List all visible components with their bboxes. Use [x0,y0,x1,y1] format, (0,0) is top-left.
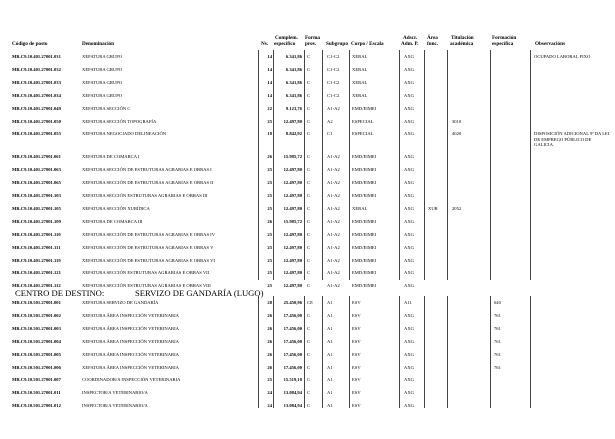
cell-corpo: EMD/EIMEI [352,167,377,173]
cell-sg: A1 [327,390,333,396]
cell-fp: C [307,54,311,59]
cell-adm: AXG [404,244,414,250]
cell-adm: AXG [404,167,414,173]
cell-corpo: ESV [352,300,361,305]
header-titulacion-1: Titulación [451,35,474,41]
cell-nv: 25 [267,205,272,211]
cell-corpo: ESV [352,351,361,357]
cell-code: MR.C9.10.401.27001.031 [12,54,61,59]
cell-sg: A1-A2 [327,205,340,211]
cell-code: MR.C9.10.501.27001.012 [12,403,61,409]
cell-sg: A1-A2 [327,283,340,289]
cell-nv: 26 [267,154,272,160]
cell-adm: AXG [404,218,414,224]
cell-nv: 25 [267,377,272,383]
cell-sg: A1-A2 [327,270,340,276]
cell-area: XUR [428,205,438,211]
cell-corpo: EMD/EIMEI [352,270,377,276]
cell-ce: 12.497,80 [283,257,302,263]
cell-nv: 24 [267,390,272,396]
cell-corpo: ESV [352,377,361,383]
header-subgrupo: Subgrupo [326,41,348,47]
grid-line [273,50,274,280]
cell-code: MR.C9.10.401.27001.050 [12,118,61,124]
cell-nv: 22 [267,105,272,111]
cell-nv: 25 [267,257,272,263]
grid-line [424,50,425,280]
header-denominacion: Denominación [82,41,114,47]
cell-ce: 12.497,80 [283,205,302,211]
cell-sg: A1 [327,338,333,344]
cell-form: 761 [494,325,501,331]
cell-sg: A1-A2 [327,244,340,250]
cell-fp: C [307,218,311,224]
cell-adm: A11 [404,300,412,305]
cell-tit: 3010 [452,118,462,124]
cell-corpo: XERAL [352,79,368,85]
cell-ce: 25.450,96 [283,300,302,305]
table-row [0,390,615,402]
header-nivel: Nv. [261,41,269,47]
header-complemento-2: específico [274,41,296,47]
cell-sg: A1-A2 [327,193,340,198]
cell-ce: 17.456,00 [283,364,302,370]
cell-name: XEFATURA SECCIÓN C [82,105,131,111]
cell-name: XEFATURA SECCIÓN XURÍDICA [82,205,150,211]
table-row [0,67,615,79]
cell-name: XEFATURA SECCIÓN ESTRUTURAS AGRARIAS E OBRAS VII [82,270,210,276]
cell-sg: A1 [327,312,333,318]
cell-nv: 24 [267,403,272,409]
cell-sg: C1-C2 [327,92,340,98]
cell-code: MR.C9.10.501.27001.002 [12,312,61,318]
cell-adm: AXG [404,105,414,111]
cell-adm: AXG [404,92,414,98]
cell-sg: C1 [327,131,333,137]
grid-line [447,50,448,280]
cell-ce: 12.497,80 [283,244,302,250]
grid-line [424,296,425,408]
cell-fp: C [307,180,311,186]
cell-fp: C [307,270,311,276]
cell-fp: C [307,312,311,318]
cell-obs: OCUPADO LABORAL FIXO [534,54,591,59]
header-adscr-1: Adscr. [403,35,418,41]
table-row [0,403,615,415]
table-row [0,377,615,389]
cell-sg: A1-A2 [327,218,340,224]
cell-name: XEFATURA ÁREA INSPECCIÓN VETERINARIA [82,338,179,344]
grid-line [490,50,491,280]
cell-ce: 12.497,80 [283,231,302,237]
cell-ce: 6.341,86 [285,92,302,98]
cell-adm: AXG [404,351,414,357]
cell-corpo: XERAL [352,92,368,98]
cell-name: XEFATURA DE COMARCA III [82,218,143,224]
cell-name: XEFATURA SECCIÓN TOPOGRAFÍA [82,118,157,124]
cell-nv: 25 [267,283,272,289]
cell-code: MR.C9.10.401.27001.034 [12,92,61,98]
cell-fp: C [307,244,311,250]
cell-fp: C [307,118,311,124]
table-row [0,300,615,312]
cell-tit: 2052 [452,205,462,211]
cell-corpo: EMD/EIMEI [352,218,377,224]
cell-sg: C1-C2 [327,79,340,85]
cell-code: MR.C9.10.401.27001.063 [12,167,61,173]
cell-fp: C [307,205,311,211]
cell-code: MR.C9.10.401.27001.033 [12,79,61,85]
cell-fp: C [307,231,311,237]
grid-line [258,296,259,408]
grid-line [258,50,259,280]
grid-line [399,296,400,408]
cell-ce: 9.123,76 [285,105,302,111]
cell-sg: A1-A2 [327,154,340,160]
cell-adm: AXG [404,257,414,263]
cell-sg: A1-A2 [327,167,340,173]
cell-ce: 12.497,80 [283,167,302,173]
cell-ce: 12.497,80 [283,118,302,124]
cell-fp: C [307,257,311,263]
cell-name: XEFATURA ÁREA INSPECCIÓN VETERINARIA [82,351,179,357]
table-row [0,313,615,325]
table-row [0,352,615,364]
cell-adm: AXG [404,364,414,370]
table-row [0,365,615,377]
cell-fp: C [307,131,311,137]
cell-corpo: XERAL [352,205,368,211]
cell-adm: AXG [404,377,414,383]
cell-corpo: ESV [352,312,361,318]
cell-name: XEFATURA SECCIÓN DE ESTRUTURAS AGRARIAS E OBRAS II [82,180,214,186]
cell-code: MR.C9.10.401.27001.065 [12,180,61,186]
cell-adm: AXG [404,180,414,186]
cell-adm: AXG [404,231,414,237]
cell-code: MR.C9.10.501.27001.004 [12,338,61,344]
cell-corpo: EMD/EIMEI [352,283,377,289]
cell-name: XEFATURA GRUPO [82,79,123,85]
cell-name: INSPECTOR/A VETERINARIO/A [82,390,148,396]
cell-code: MR.C9.10.401.27001.055 [12,131,61,137]
cell-ce: 6.341,86 [285,79,302,85]
cell-code: MR.C9.10.401.27001.032 [12,66,61,72]
cell-nv: 26 [267,364,272,370]
table-row [0,206,615,218]
cell-nv: 14 [267,92,272,98]
cell-form: 761 [494,312,501,318]
cell-ce: 6.341,86 [285,54,302,59]
header-corpo: Corpo / Escala [351,41,384,47]
grid-line [490,296,491,408]
cell-name: XEFATURA GRUPO [82,54,123,59]
grid-line [349,50,350,280]
cell-corpo: EMD/EIMEI [352,244,377,250]
cell-sg: A1 [327,300,333,305]
cell-name: XEFATURA ÁREA INSPECCIÓN VETERINARIA [82,325,179,331]
cell-fp: C [307,167,311,173]
cell-adm: AXG [404,390,414,396]
cell-ce: 12.497,80 [283,193,302,198]
cell-ce: 12.497,80 [283,180,302,186]
cell-ce: 6.341,86 [285,66,302,72]
header-observacions: Observacións [535,41,565,47]
cell-adm: AXG [404,283,414,289]
table-row [0,106,615,118]
cell-sg: A1-A2 [327,257,340,263]
header-formacion-1: Formación [492,35,517,41]
cell-code: MR.C9.10.501.27001.005 [12,351,61,357]
table-row [0,167,615,179]
cell-sg: A1-A2 [327,105,340,111]
cell-adm: AXG [404,131,414,137]
cell-corpo: EMD/EIMEI [352,105,377,111]
table-row [0,219,615,231]
cell-form: 640 [494,300,501,305]
cell-adm: AXG [404,79,414,85]
cell-name: XEFATURA SECCIÓN DE ESTRUTURAS AGRARIAS E OBRAS IV [82,231,216,237]
cell-nv: 14 [267,66,272,72]
grid-line [349,296,350,408]
cell-code: MR.C9.10.401.27001.110 [12,231,61,237]
grid-line [530,50,531,280]
cell-corpo: EMD/EIMEI [352,193,377,198]
cell-form: 761 [494,338,501,344]
cell-corpo: ESPECIAL [352,131,374,137]
cell-ce: 13.084,94 [283,390,302,396]
cell-adm: AXG [404,338,414,344]
header-formacion-2: específica [492,41,514,47]
cell-adm: AXG [404,193,414,198]
cell-ce: 15.519,10 [283,377,302,383]
cell-fp: C [307,390,311,396]
cell-adm: AXG [404,325,414,331]
cell-nv: 26 [267,338,272,344]
grid-line [322,50,323,280]
grid-line [304,296,305,408]
cell-code: MR.C9.10.501.27001.001 [12,300,61,305]
table-row [0,93,615,105]
grid-line [530,296,531,408]
cell-tit: 4020 [452,131,462,137]
table-row [0,339,615,351]
cell-corpo: ESPECIAL [352,118,374,124]
cell-corpo: ESV [352,325,361,331]
table-row [0,131,615,147]
cell-ce: 12.497,80 [283,283,302,289]
cell-fp: C [307,325,311,331]
cell-adm: AXG [404,205,414,211]
grid-line [322,296,323,408]
cell-corpo: ESV [352,364,361,370]
header-codigo: Código de posto [12,41,48,47]
cell-name: XEFATURA SECCIÓN DE ESTRUTURAS AGRARIAS E OBRAS VI [82,257,215,263]
cell-nv: 25 [267,180,272,186]
cell-code: MR.C9.10.501.27001.003 [12,325,61,331]
cell-form: 761 [494,364,501,370]
cell-fp: C [307,79,311,85]
table-row [0,326,615,338]
cell-name: XEFATURA SECCIÓN ESTRUTURAS AGRARIAS E OBRAS VIII [82,283,211,289]
cell-nv: 25 [267,193,272,198]
cell-nv: 25 [267,244,272,250]
cell-name: XEFATURA GRUPO [82,92,123,98]
cell-adm: AXG [404,270,414,276]
cell-name: XEFATURA ÁREA INSPECCIÓN VETERINARIA [82,364,179,370]
cell-fp: C [307,351,311,357]
header-forma-1: Forma [305,35,320,41]
cell-corpo: EMD/EIMEI [352,154,377,160]
cell-fp: CE [307,300,313,305]
grid-line [273,296,274,408]
cell-sg: A1-A2 [327,180,340,186]
cell-corpo: ESV [352,403,361,409]
table-row [0,119,615,131]
cell-nv: 26 [267,351,272,357]
cell-name: COORDINADOR/A INSPECCIÓN VETERINARIA [82,377,181,383]
cell-sg: C1-C2 [327,66,340,72]
header-complemento-1: Complem. [275,35,298,41]
cell-code: MR.C9.10.501.27001.011 [12,390,61,396]
cell-nv: 25 [267,270,272,276]
table-row [0,80,615,92]
cell-adm: AXG [404,154,414,160]
cell-ce: 15.985,72 [283,154,302,160]
cell-nv: 26 [267,312,272,318]
cell-ce: 15.985,72 [283,218,302,224]
cell-sg: A1 [327,377,333,383]
cell-sg: A2 [327,118,333,124]
cell-sg: A1 [327,403,333,409]
table-row [0,154,615,166]
cell-corpo: ESV [352,338,361,344]
grid-line [399,50,400,280]
cell-name: XEFATURA DE COMARCA I [82,154,140,160]
cell-code: MR.C9.10.401.27001.121 [12,270,61,276]
table-row [0,245,615,257]
cell-fp: C [307,193,311,198]
cell-code: MR.C9.10.401.27001.119 [12,257,61,263]
header-forma-2: prov. [305,41,317,47]
cell-code: MR.C9.10.501.27001.007 [12,377,61,383]
centro-destino-name: SERVIZO DE GANDARÍA (LUGO) [135,288,264,298]
cell-fp: C [307,377,311,383]
cell-obs: DISPOSICIÓN ADICIONAL 9ª DA LEI DE EMPREGO PÚBLICO DE GALICIA. [534,131,610,147]
cell-adm: AXG [404,403,414,409]
cell-sg: A1 [327,325,333,331]
centro-destino-label: CENTRO DE DESTINO: [15,288,105,298]
cell-code: MR.C9.10.401.27001.109 [12,218,61,224]
cell-name: XEFATURA SERVIZO DE GANDARÍA [82,300,159,305]
cell-ce: 17.456,00 [283,351,302,357]
table-row [0,232,615,244]
cell-name: XEFATURA NEGOCIADO DELINEACIÓN [82,131,167,137]
cell-corpo: EMD/EIMEI [352,257,377,263]
cell-nv: 18 [267,131,272,137]
cell-sg: C1-C2 [327,54,340,59]
cell-code: MR.C9.10.501.27001.006 [12,364,61,370]
cell-corpo: XERAL [352,66,368,72]
cell-ce: 8.842,92 [285,131,302,137]
cell-nv: 25 [267,231,272,237]
header-adscr-2: Adm. P. [401,41,419,47]
cell-sg: A1-A2 [327,231,340,237]
cell-ce: 12.497,80 [283,270,302,276]
cell-nv: 25 [267,167,272,173]
cell-nv: 26 [267,325,272,331]
cell-corpo: XERAL [352,54,368,59]
cell-nv: 14 [267,54,272,59]
cell-corpo: ESV [352,390,361,396]
table-row [0,270,615,282]
cell-corpo: EMD/EIMEI [352,180,377,186]
cell-fp: C [307,105,311,111]
cell-adm: AXG [404,118,414,124]
cell-code: MR.C9.10.401.27001.061 [12,154,61,160]
cell-fp: C [307,66,311,72]
cell-code: MR.C9.10.401.27001.111 [12,244,61,250]
header-area-1: Área [427,35,438,41]
cell-name: XEFATURA SECCIÓN DE ESTRUTURAS AGRARIAS E OBRAS V [82,244,214,250]
cell-ce: 17.456,00 [283,338,302,344]
cell-fp: C [307,283,311,289]
cell-ce: 17.456,00 [283,325,302,331]
grid-line [447,296,448,408]
cell-adm: AXG [404,66,414,72]
cell-fp: C [307,403,311,409]
header-area-2: func. [427,41,439,47]
cell-name: XEFATURA GRUPO [82,66,123,72]
cell-name: INSPECTOR/A VETERINARIO/A [82,403,148,409]
cell-sg: A1 [327,351,333,357]
cell-name: XEFATURA SECCIÓN ESTRUTURAS AGRARIAS E OBRAS III [82,193,208,198]
table-row [0,258,615,270]
cell-nv: 28 [267,300,272,305]
cell-code: MR.C9.10.401.27001.112 [12,283,61,289]
header-titulacion-2: académica [450,41,474,47]
cell-fp: C [307,154,311,160]
cell-fp: C [307,364,311,370]
cell-name: XEFATURA SECCIÓN DE ESTRUTURAS AGRARIAS E OBRAS I [82,167,212,173]
cell-corpo: EMD/EIMEI [352,231,377,237]
cell-adm: AXG [404,312,414,318]
table-row [0,54,615,66]
cell-ce: 17.456,00 [283,312,302,318]
cell-nv: 14 [267,79,272,85]
cell-nv: 26 [267,218,272,224]
cell-fp: C [307,92,311,98]
cell-sg: A1 [327,364,333,370]
table-row [0,180,615,192]
cell-code: MR.C9.10.401.27001.103 [12,193,61,198]
table-row [0,193,615,205]
cell-form: 761 [494,351,501,357]
grid-line [304,50,305,280]
cell-nv: 25 [267,118,272,124]
cell-fp: C [307,338,311,344]
cell-code: MR.C9.10.401.27001.049 [12,105,61,111]
cell-name: XEFATURA ÁREA INSPECCIÓN VETERINARIA [82,312,179,318]
cell-code: MR.C9.10.401.27001.105 [12,205,61,211]
cell-ce: 13.084,94 [283,403,302,409]
cell-adm: AXG [404,54,414,59]
